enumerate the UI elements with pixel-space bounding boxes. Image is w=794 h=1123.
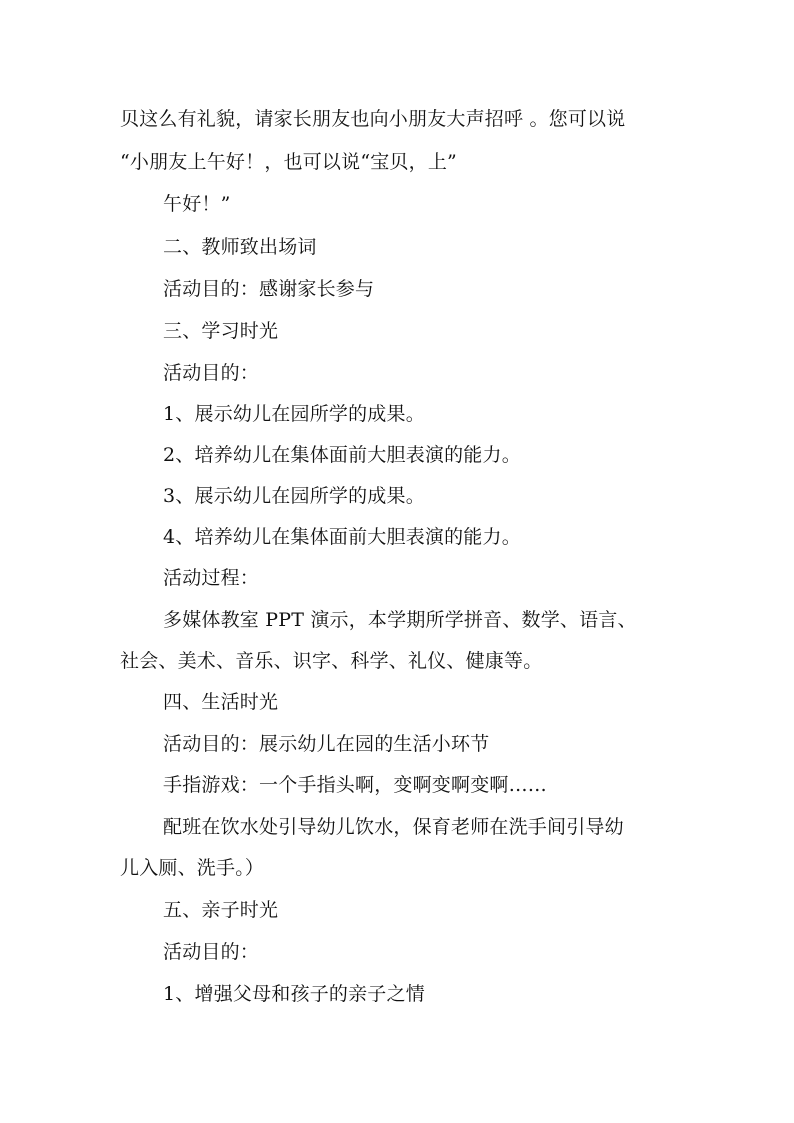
text-line-1: 贝这么有礼貌，请家长朋友也向小朋友大声招呼 。您可以说 bbox=[120, 108, 626, 130]
text-line-2: “小朋友上午好！，也可以说“宝贝，上” bbox=[120, 151, 457, 173]
list-item-2: 2、培养幼儿在集体面前大胆表演的能力。 bbox=[163, 444, 521, 466]
list-item-4: 4、培养幼儿在集体面前大胆表演的能力。 bbox=[163, 526, 521, 548]
text-line-18: 配班在饮水处引导幼儿饮水，保育老师在洗手间引导幼 bbox=[163, 816, 624, 838]
list-item-3: 3、展示幼儿在园所学的成果。 bbox=[163, 485, 425, 507]
text-line-5: 活动目的：感谢家长参与 bbox=[163, 278, 375, 300]
text-line-21: 活动目的： bbox=[163, 941, 260, 963]
list-item-5: 1、增强父母和孩子的亲子之情 bbox=[163, 983, 425, 1005]
text-line-19: 儿入厕、洗手。） bbox=[120, 857, 265, 879]
text-line-14: 社会、美术、音乐、识字、科学、礼仪、健康等。 bbox=[120, 650, 543, 672]
section-heading-4: 四、生活时光 bbox=[163, 691, 279, 713]
text-line-13: 多媒体教室 PPT 演示，本学期所学拼音、数学、语言、 bbox=[163, 609, 637, 631]
text-line-7: 活动目的： bbox=[163, 362, 260, 384]
section-heading-2: 二、教师致出场词 bbox=[163, 236, 317, 258]
text-line-12: 活动过程： bbox=[163, 567, 260, 589]
section-heading-5: 五、亲子时光 bbox=[163, 899, 279, 921]
section-heading-3: 三、学习时光 bbox=[163, 320, 279, 342]
text-line-17: 手指游戏：一个手指头啊，变啊变啊变啊…… bbox=[163, 774, 548, 796]
list-item-1: 1、展示幼儿在园所学的成果。 bbox=[163, 403, 425, 425]
text-line-3: 午好！” bbox=[163, 193, 231, 215]
text-line-16: 活动目的：展示幼儿在园的生活小环节 bbox=[163, 733, 490, 755]
